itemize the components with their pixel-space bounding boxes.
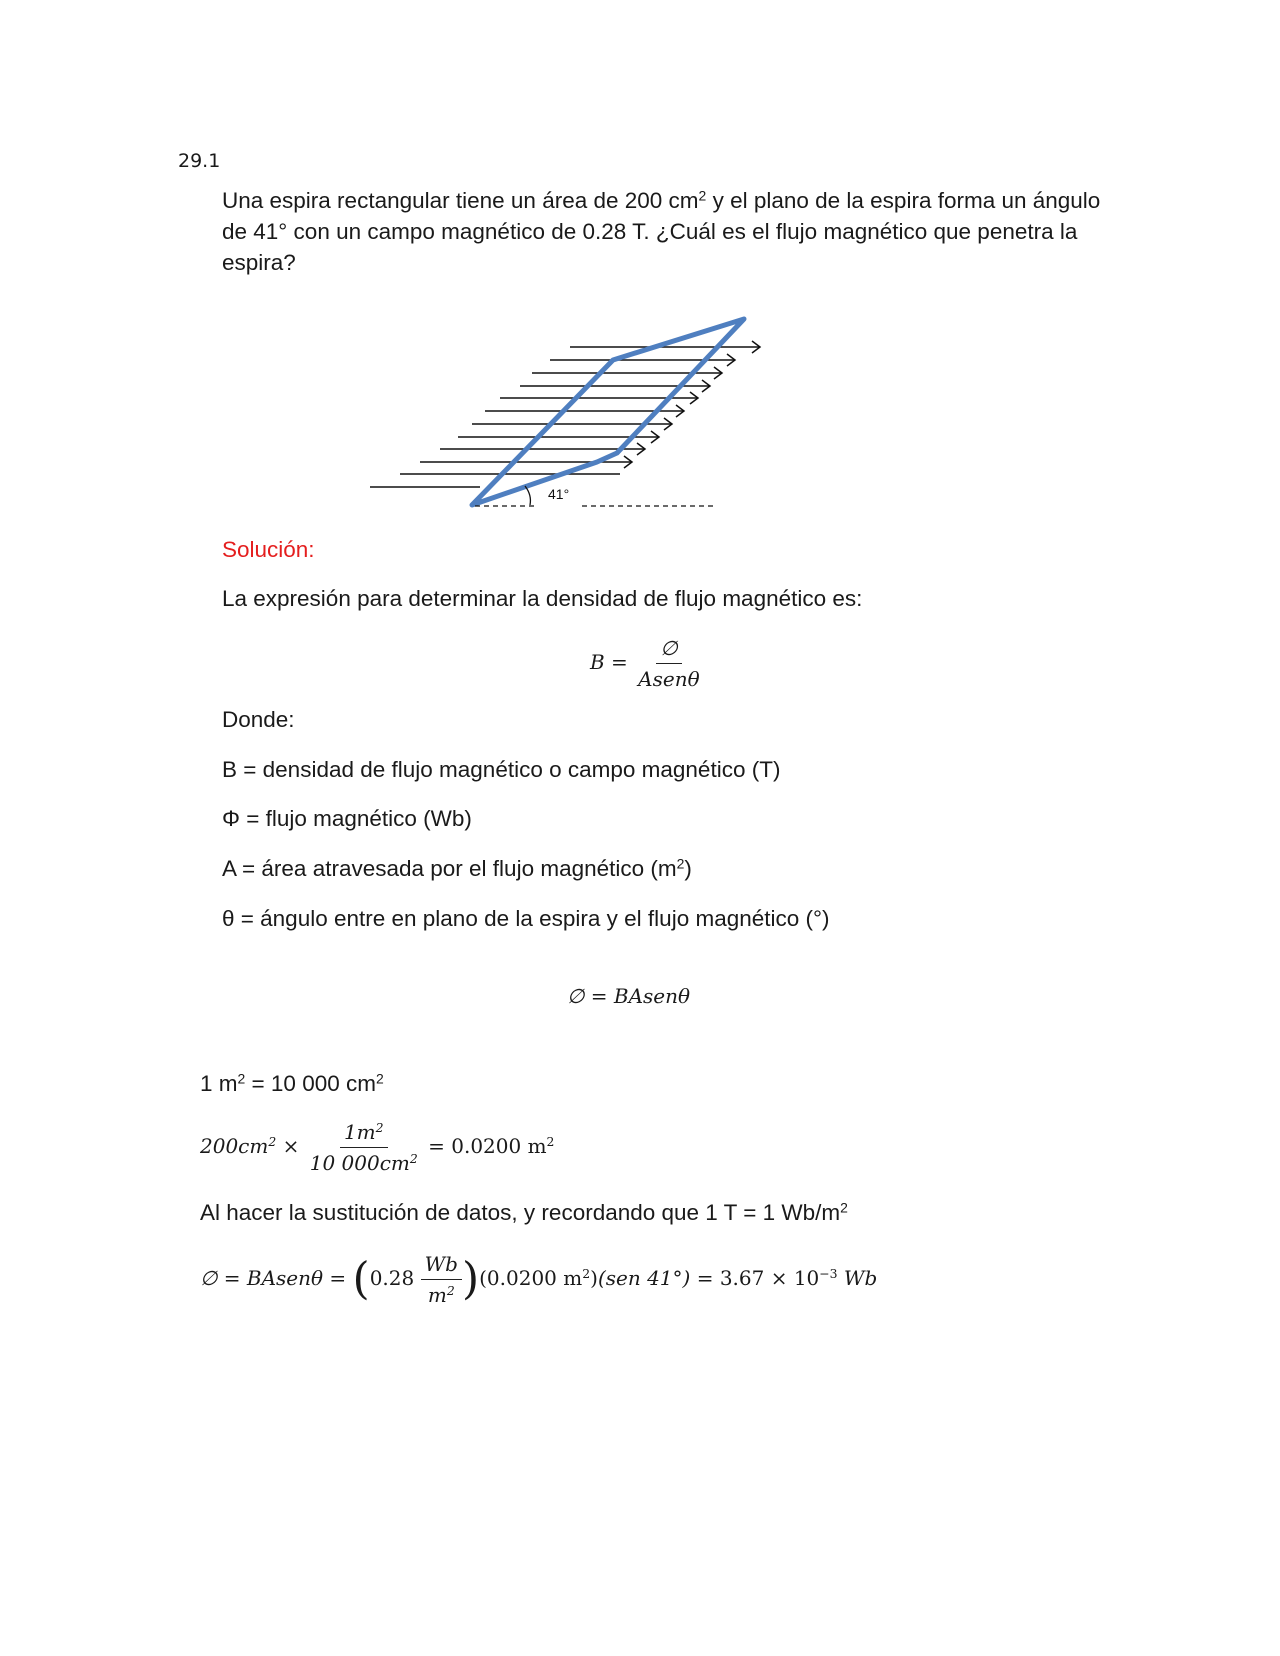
def-a-text: A = área atravesada por el flujo magnético (m (222, 856, 677, 881)
def-theta-text: θ = ángulo entre en plano de la espira y el flujo magnético (°) (222, 906, 830, 931)
final-unit-den-text: m (427, 1283, 447, 1307)
magnetic-flux-figure (360, 310, 780, 510)
def-phi-text: Φ = flujo magnético (Wb) (222, 806, 472, 831)
conversion-mid: = 10 000 cm (245, 1071, 376, 1096)
final-unit-den-sup: 2 (446, 1283, 455, 1299)
final-area (479, 1266, 598, 1290)
def-a-tail: ) (684, 856, 692, 881)
calc-times: × (282, 1134, 300, 1158)
note-text: Al hacer la sustitución de datos, y recordando que 1 T = 1 Wb/m (200, 1200, 841, 1225)
final-calculation (200, 1252, 877, 1307)
def-a (222, 856, 692, 882)
problem-statement (222, 185, 1102, 278)
calc-numerator-sup: 2 (375, 1120, 384, 1136)
formula-b-numerator: ∅ (656, 636, 681, 664)
unit-conversion (200, 1071, 384, 1097)
def-theta (222, 906, 830, 932)
problem-number: 29.1 (178, 150, 221, 172)
calc-numerator (340, 1120, 388, 1148)
paren-close: ) (461, 1253, 480, 1305)
final-lhs: ∅ = BAsenθ = (200, 1266, 347, 1290)
angle-label: 41° (548, 486, 570, 502)
final-area-text: (0.0200 m (479, 1266, 583, 1290)
conversion-sup1: 2 (237, 1070, 246, 1087)
calc-denominator-text: 10 000cm (309, 1151, 410, 1175)
solution-intro: La expresión para determinar la densidad de flujo magnético es: (222, 586, 863, 611)
final-unit-den (424, 1280, 459, 1307)
calc-result-text: = 0.0200 m (428, 1134, 547, 1158)
formula-b-lhs: B = (590, 650, 628, 674)
formula-b-denominator: Asenθ (638, 667, 700, 691)
formula-phi: ∅ = BAsenθ (567, 984, 691, 1008)
calc-numerator-text: 1m (343, 1120, 376, 1144)
solution-heading: Solución: (222, 537, 315, 562)
area-calculation (200, 1120, 554, 1175)
calc-result (428, 1134, 554, 1158)
def-phi (222, 806, 472, 832)
final-area-sup: 2 (582, 1266, 591, 1282)
final-coef: 0.28 (369, 1266, 415, 1290)
final-result-text: = 3.67 × 10 (696, 1266, 820, 1290)
final-exp: −3 (819, 1266, 838, 1282)
calc-denominator (306, 1148, 422, 1175)
substitution-note (200, 1200, 848, 1226)
conversion-sup2: 2 (376, 1070, 384, 1087)
final-unit: Wb (837, 1266, 878, 1290)
def-b (222, 757, 780, 783)
def-a-sup: 2 (676, 855, 685, 872)
formula-b-fraction (634, 636, 703, 691)
calc-fraction (306, 1120, 422, 1175)
statement-part2: y el plano de la espira forma un ángulo de 41° con un campo magnético de 0.28 T. ¿Cuál es el flujo magnético que penetra la espira? (222, 188, 1101, 275)
final-sine: (sen 41°) (597, 1266, 691, 1290)
paren-open: ( (352, 1253, 370, 1305)
calc-lhs-sup: 2 (268, 1134, 277, 1150)
final-unit-fraction (421, 1252, 462, 1307)
statement-part1: Una espira rectangular tiene un área de 200 cm (222, 188, 699, 213)
calc-result-sup: 2 (546, 1134, 555, 1150)
formula-b (590, 636, 704, 691)
def-b-text: B = densidad de flujo magnético o campo magnético (T) (222, 757, 781, 782)
statement-sup: 2 (698, 187, 707, 204)
calc-lhs-text: 200cm (200, 1134, 269, 1158)
calc-denominator-sup: 2 (409, 1151, 418, 1167)
final-result (697, 1266, 878, 1290)
calc-lhs (200, 1134, 276, 1158)
final-area-close: ) (590, 1266, 598, 1290)
conversion-left: 1 m (200, 1071, 238, 1096)
final-unit-num: Wb (421, 1252, 462, 1280)
donde-label: Donde: (222, 707, 295, 732)
note-sup: 2 (840, 1199, 848, 1216)
